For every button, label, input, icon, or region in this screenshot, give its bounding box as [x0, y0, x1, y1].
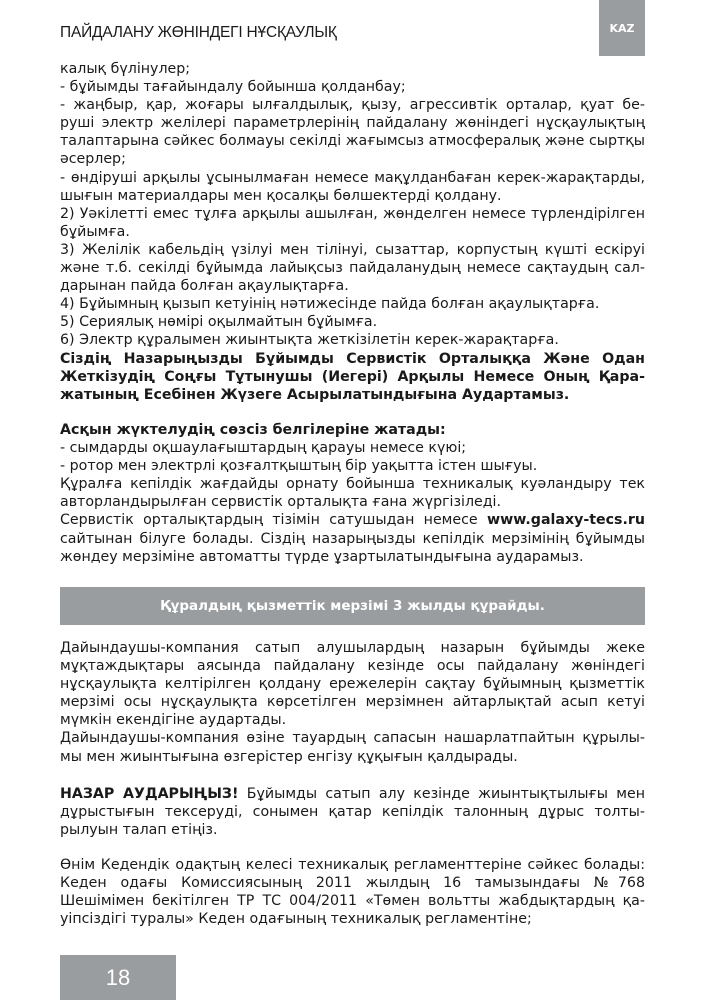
text-line: мы мен жиынтығына өзгерістер енгізу құқығын қалдырады.	[60, 748, 518, 765]
text-line: Кеден одағы Комиссиясының 2011 жылдың 16 тамызындағы №768	[60, 875, 645, 892]
overload-signs-block	[60, 421, 645, 566]
page-number: 18	[105, 964, 131, 990]
text-line: талаптарына сәйкес болмауы секілді жағымсыз атмосфералық және сыртқы	[60, 133, 645, 150]
text-line: рылуын талап етіңіз.	[60, 822, 218, 839]
text-line: және т.б. секілді бұйымда лайықсыз пайдаланудың немесе сақтаудың сал-	[60, 260, 645, 277]
manufacturer-notice-block	[60, 639, 645, 766]
text-line: - бұйымды тағайындалу бойынша қолданбау;	[60, 79, 406, 96]
text-line: 2) Уәкілетті емес тұлға арқылы ашылған, жөнделген немесе түрлендірілген	[60, 205, 645, 222]
text-line: мұқтаждықтары аясында пайдалану кезінде осы пайдалану жөніндегі	[60, 658, 645, 675]
header-title: ПАЙДАЛАНУ ЖӨНІНДЕГІ НҰСҚАУЛЫҚ	[60, 24, 337, 41]
attention-rest: Бұйымды сатып алу кезінде жиынтықтылығы мен	[238, 786, 645, 802]
text-line: Өнім Кедендік одақтың келесі техникалық регламенттеріне сәйкес болады:	[60, 857, 645, 873]
service-life-banner	[60, 587, 645, 625]
text-line: уіпсіздігі туралы» Кеден одағының техникалық регламентіне;	[60, 911, 532, 928]
section-heading: Асқын жүктелудің сөзсіз белгілеріне жатады:	[60, 422, 446, 438]
text-line: 3) Желілік кабельдің үзілуі мен тілінуі, сызаттар, корпустың күшті ескіруі	[60, 241, 645, 258]
text-line: жөндеу мерзіміне автоматты түрде ұзартылатындығына аударамыз.	[60, 548, 584, 565]
service-prefix: Сервистік орталықтардың тізімін сатушыдан немесе	[60, 512, 487, 529]
notice-bold-line: Сіздің Назарыңызды Бұйымды Сервистік Орталыққа Және Одан	[60, 350, 645, 367]
text-line: мерзімі осы нұсқаулықта көрсетілген мерзімнен айтарлықтай асып кетуі	[60, 694, 645, 711]
text-line: Дайындаушы-компания өзіне тауардың сапасын нашарлатпайтын құрылы-	[60, 730, 645, 747]
text-line: нұсқаулықта келтірілген қолдану ережелерін сақтау бұйымның қызметтік	[60, 676, 645, 693]
text-line: шығын материалдары мен қосалқы бөлшектерді қолдану.	[60, 187, 502, 204]
text-line: Құралға кепілдік жағдайды орнату бойынша техникалық куәландыру тек	[60, 476, 645, 493]
service-line	[60, 511, 645, 529]
text-line: дарынан пайда болған ақаулықтарға.	[60, 278, 349, 295]
attention-label: НАЗАР АУДАРЫҢЫЗ!	[60, 786, 239, 802]
text-line: - ротор мен электрлі қозғалтқыштың бір уақытта істен шығуы.	[60, 458, 538, 475]
text-line: - өндіруші арқылы ұсынылмаған немесе мақұлданбаған керек-жарақтарды,	[60, 169, 645, 186]
text-line: мүмкін екендігіне аудартады.	[60, 712, 287, 729]
notice-bold-line: Жеткізудің Соңғы Тұтынушы (Иегері) Арқылы Немесе Оның Қара-	[60, 368, 645, 385]
banner-text: Құралдың қызметтік мерзімі 3 жылды құрайды.	[160, 598, 545, 614]
text-line: 5) Сериялық нөмірі оқылмайтын бұйымға.	[60, 314, 378, 331]
compliance-block	[60, 856, 645, 928]
text-line: - жаңбыр, қар, жоғары ылғалдылық, қызу, агрессивтік орталар, қуат бе-	[60, 97, 645, 114]
text-line: әсерлер;	[60, 151, 126, 168]
language-label: KAZ	[609, 21, 635, 35]
text-line: Шешімімен бекітілген ТР ТС 004/2011 «Төмен вольтты жабдықтардың қа-	[60, 893, 645, 910]
text-line: 4) Бұйымның қызып кетуінің нәтижесінде пайда болған ақаулықтарға.	[60, 296, 600, 313]
attention-line	[60, 785, 645, 803]
page-number-box	[60, 955, 176, 1000]
text-line: Дайындаушы-компания сатып алушылардың назарын бұйымды жеке	[60, 640, 645, 656]
text-line: - сымдарды оқшаулағыштардың қарауы немесе күюі;	[60, 440, 467, 457]
text-line: калық бүлінулер;	[60, 61, 191, 77]
text-line: бұйымға.	[60, 223, 130, 240]
text-line: руші электр желілері параметрлерінің пайдалану жөніндегі нұсқаулықтың	[60, 115, 645, 132]
text-line: дұрыстығын тексеруді, сонымен қатар кепілдік талонның дұрыс толты-	[60, 804, 645, 821]
language-tab	[599, 0, 645, 56]
warranty-exclusions-block	[60, 60, 645, 404]
website-link[interactable]: www.galaxy-tecs.ru	[486, 512, 645, 529]
text-line: сайтынан білуге болады. Сіздің назарыңызды кепілдік мерзімінің бұйымды	[60, 530, 645, 547]
notice-bold-line: жатының Есебінен Жүзеге Асырылатындығына Аудартамыз.	[60, 386, 570, 403]
text-line: 6) Электр құралымен жиынтықта жеткізілетін керек-жарақтарға.	[60, 332, 559, 349]
text-line: авторландырылған сервистік орталықта ғана жүргізіледі.	[60, 494, 502, 511]
attention-block	[60, 785, 645, 839]
